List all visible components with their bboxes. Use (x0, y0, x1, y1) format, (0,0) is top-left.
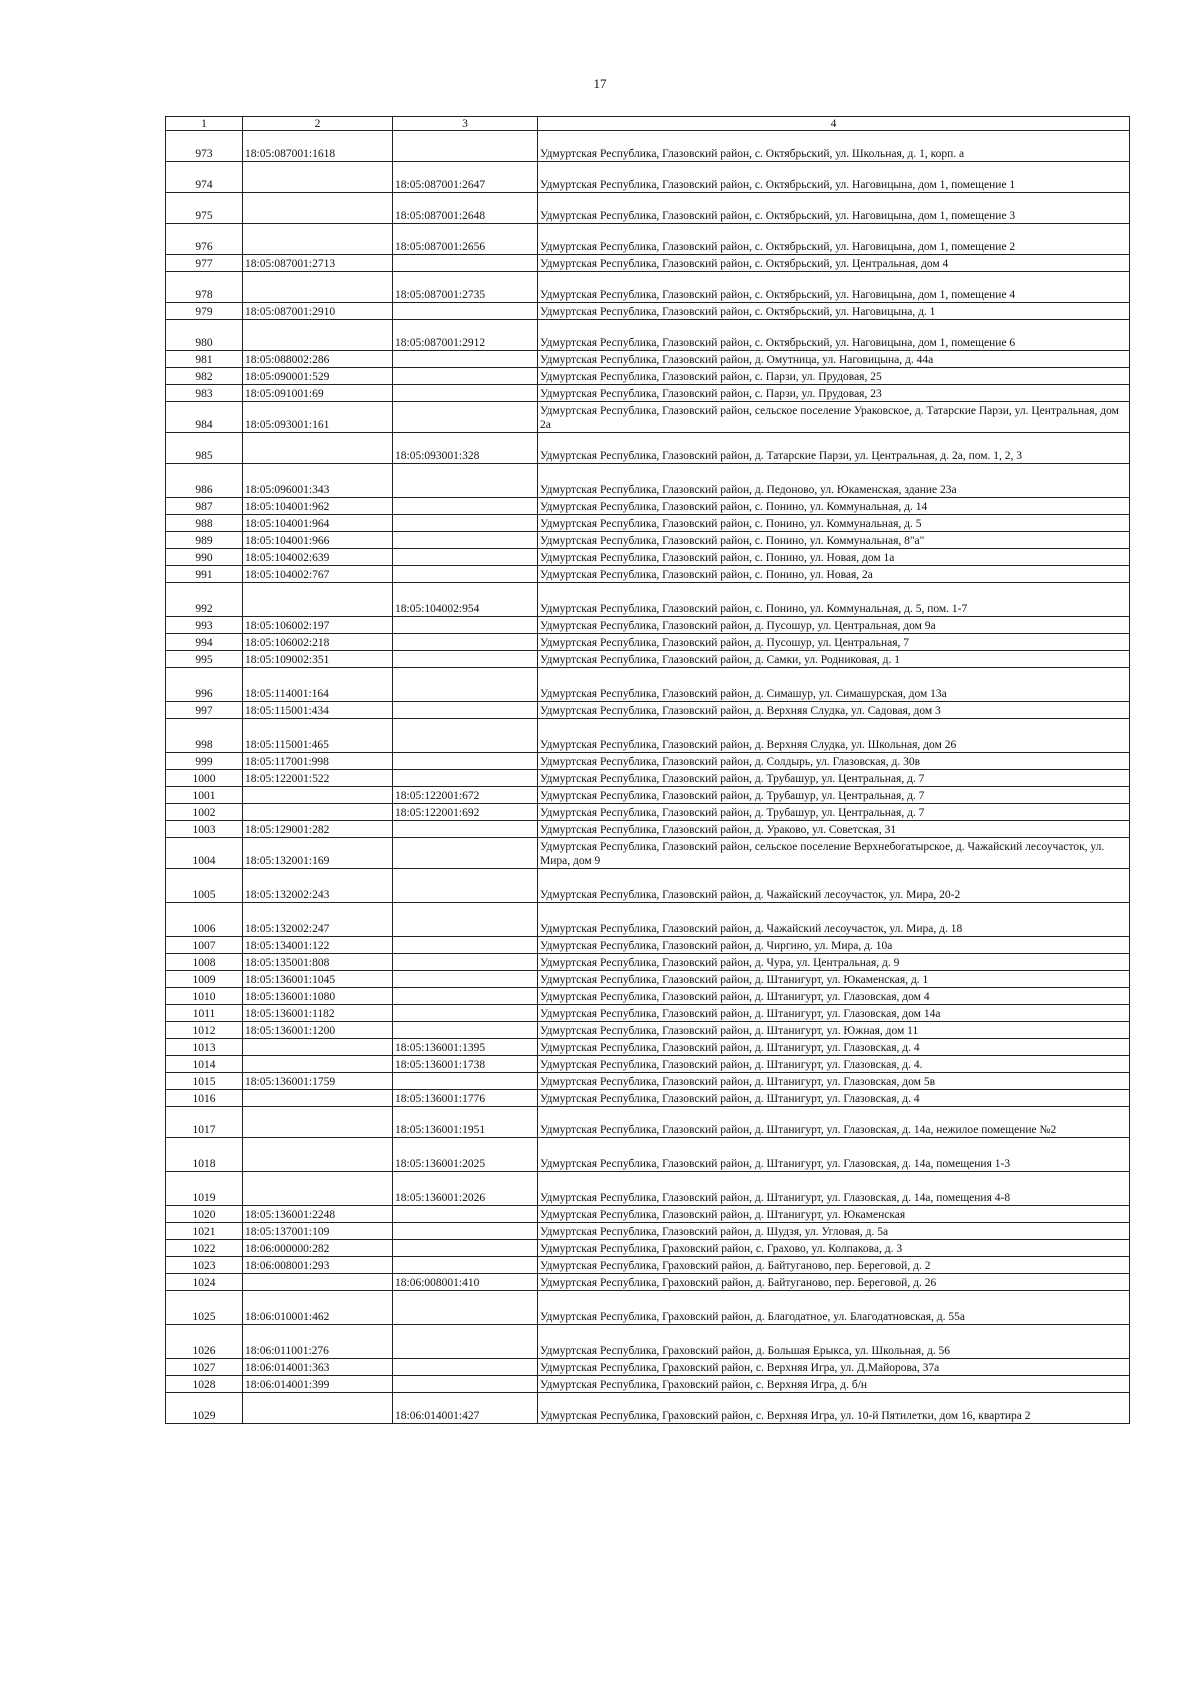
cadastral-number: 18:05:122001:522 (243, 770, 393, 787)
table-row (166, 532, 1130, 549)
table-row (166, 320, 1130, 351)
row-number: 989 (166, 532, 243, 549)
table-row (166, 255, 1130, 272)
address: Удмуртская Республика, Глазовский район, д. Чажайский лесоучасток, ул. Мира, д. 18 (538, 903, 1130, 937)
premises-cadastral-number: 18:05:122001:672 (393, 787, 538, 804)
row-number: 1025 (166, 1291, 243, 1325)
table-row (166, 770, 1130, 787)
row-number: 1021 (166, 1223, 243, 1240)
cadastral-number: 18:05:137001:109 (243, 1223, 393, 1240)
row-number: 1011 (166, 1005, 243, 1022)
row-number: 1024 (166, 1274, 243, 1291)
address: Удмуртская Республика, Глазовский район, д. Чура, ул. Центральная, д. 9 (538, 954, 1130, 971)
premises-cadastral-number (393, 1223, 538, 1240)
row-number: 994 (166, 634, 243, 651)
premises-cadastral-number (393, 1291, 538, 1325)
cadastral-number: 18:05:104001:964 (243, 515, 393, 532)
table-row (166, 498, 1130, 515)
row-number: 973 (166, 131, 243, 162)
premises-cadastral-number (393, 770, 538, 787)
premises-cadastral-number (393, 532, 538, 549)
premises-cadastral-number: 18:05:122001:692 (393, 804, 538, 821)
premises-cadastral-number: 18:06:014001:427 (393, 1393, 538, 1424)
table-row (166, 193, 1130, 224)
cadastral-number: 18:05:087001:2910 (243, 303, 393, 320)
premises-cadastral-number (393, 937, 538, 954)
premises-cadastral-number (393, 1376, 538, 1393)
row-number: 1026 (166, 1325, 243, 1359)
premises-cadastral-number (393, 668, 538, 702)
premises-cadastral-number: 18:05:136001:2025 (393, 1138, 538, 1172)
cadastral-number: 18:05:115001:465 (243, 719, 393, 753)
address: Удмуртская Республика, Глазовский район, д. Татарские Парзи, ул. Центральная, д. 2а, пом. 1, 2, 3 (538, 433, 1130, 464)
address: Удмуртская Республика, Глазовский район, д. Самки, ул. Родниковая, д. 1 (538, 651, 1130, 668)
address: Удмуртская Республика, Глазовский район, с. Понино, ул. Коммунальная, д. 14 (538, 498, 1130, 515)
premises-cadastral-number (393, 753, 538, 770)
row-number: 1029 (166, 1393, 243, 1424)
premises-cadastral-number (393, 549, 538, 566)
address: Удмуртская Республика, Глазовский район, с. Понино, ул. Коммунальная, 8"а" (538, 532, 1130, 549)
cadastral-number (243, 1172, 393, 1206)
table-row (166, 668, 1130, 702)
premises-cadastral-number: 18:05:087001:2648 (393, 193, 538, 224)
premises-cadastral-number (393, 719, 538, 753)
address: Удмуртская Республика, Глазовский район, д. Шудзя, ул. Угловая, д. 5а (538, 1223, 1130, 1240)
premises-cadastral-number (393, 1257, 538, 1274)
cadastral-number: 18:05:106002:218 (243, 634, 393, 651)
address: Удмуртская Республика, Граховский район, д. Байтуганово, пер. Береговой, д. 2 (538, 1257, 1130, 1274)
table-row (166, 515, 1130, 532)
cadastral-number (243, 162, 393, 193)
cadastral-number (243, 787, 393, 804)
row-number: 1017 (166, 1107, 243, 1138)
premises-cadastral-number: 18:05:093001:328 (393, 433, 538, 464)
table-row (166, 583, 1130, 617)
table-row (166, 464, 1130, 498)
address: Удмуртская Республика, Граховский район, д. Благодатное, ул. Благодатновская, д. 55а (538, 1291, 1130, 1325)
cadastral-number: 18:06:014001:363 (243, 1359, 393, 1376)
address: Удмуртская Республика, Глазовский район, д. Педоново, ул. Юкаменская, здание 23а (538, 464, 1130, 498)
cadastral-number (243, 583, 393, 617)
premises-cadastral-number (393, 869, 538, 903)
table-row (166, 1359, 1130, 1376)
row-number: 974 (166, 162, 243, 193)
table-row (166, 368, 1130, 385)
row-number: 998 (166, 719, 243, 753)
cadastral-number (243, 320, 393, 351)
table-row (166, 753, 1130, 770)
premises-cadastral-number (393, 255, 538, 272)
cadastral-number: 18:06:014001:399 (243, 1376, 393, 1393)
cadastral-number: 18:05:109002:351 (243, 651, 393, 668)
cadastral-number: 18:05:104002:767 (243, 566, 393, 583)
premises-cadastral-number (393, 385, 538, 402)
row-number: 1018 (166, 1138, 243, 1172)
table-row (166, 838, 1130, 869)
table-row (166, 1376, 1130, 1393)
address: Удмуртская Республика, Глазовский район, д. Чажайский лесоучасток, ул. Мира, 20-2 (538, 869, 1130, 903)
address: Удмуртская Республика, Глазовский район, д. Штанигурт, ул. Глазовская, д. 4 (538, 1039, 1130, 1056)
address: Удмуртская Республика, Глазовский район, д. Трубашур, ул. Центральная, д. 7 (538, 804, 1130, 821)
address: Удмуртская Республика, Глазовский район, д. Солдырь, ул. Глазовская, д. 30в (538, 753, 1130, 770)
cadastral-number: 18:05:136001:1182 (243, 1005, 393, 1022)
premises-cadastral-number (393, 821, 538, 838)
cadastral-number: 18:05:093001:161 (243, 402, 393, 433)
row-number: 1007 (166, 937, 243, 954)
table-row (166, 1056, 1130, 1073)
cadastral-number (243, 1090, 393, 1107)
cadastral-number (243, 1138, 393, 1172)
row-number: 1006 (166, 903, 243, 937)
column-number-row (166, 117, 1130, 131)
row-number: 1009 (166, 971, 243, 988)
table-row (166, 566, 1130, 583)
address: Удмуртская Республика, Глазовский район, сельское поселение Ураковское, д. Татарские Парзи, ул. Центральная, дом 2а (538, 402, 1130, 433)
address: Удмуртская Республика, Глазовский район, с. Парзи, ул. Прудовая, 23 (538, 385, 1130, 402)
cadastral-number (243, 1274, 393, 1291)
table-row (166, 1039, 1130, 1056)
cadastral-number: 18:05:135001:808 (243, 954, 393, 971)
premises-cadastral-number (393, 368, 538, 385)
row-number: 976 (166, 224, 243, 255)
row-number: 977 (166, 255, 243, 272)
column-header-4: 4 (538, 117, 1130, 131)
table-row (166, 1291, 1130, 1325)
row-number: 1022 (166, 1240, 243, 1257)
cadastral-number: 18:05:132002:243 (243, 869, 393, 903)
row-number: 1008 (166, 954, 243, 971)
premises-cadastral-number (393, 1359, 538, 1376)
cadastral-number (243, 224, 393, 255)
premises-cadastral-number (393, 1206, 538, 1223)
address: Удмуртская Республика, Глазовский район, с. Понино, ул. Коммунальная, д. 5 (538, 515, 1130, 532)
table-row (166, 402, 1130, 433)
table-row (166, 651, 1130, 668)
table-body (166, 131, 1130, 1424)
table-row (166, 272, 1130, 303)
cadastral-number (243, 1107, 393, 1138)
table-row (166, 821, 1130, 838)
table-row (166, 351, 1130, 368)
address: Удмуртская Республика, Граховский район, д. Байтуганово, пер. Береговой, д. 26 (538, 1274, 1130, 1291)
premises-cadastral-number: 18:05:136001:2026 (393, 1172, 538, 1206)
address: Удмуртская Республика, Глазовский район, д. Штанигурт, ул. Глазовская, дом 4 (538, 988, 1130, 1005)
premises-cadastral-number: 18:05:087001:2912 (393, 320, 538, 351)
row-number: 982 (166, 368, 243, 385)
row-number: 991 (166, 566, 243, 583)
premises-cadastral-number (393, 464, 538, 498)
row-number: 983 (166, 385, 243, 402)
row-number: 988 (166, 515, 243, 532)
column-header-3: 3 (393, 117, 538, 131)
row-number: 975 (166, 193, 243, 224)
cadastral-number: 18:05:114001:164 (243, 668, 393, 702)
cadastral-number: 18:06:000000:282 (243, 1240, 393, 1257)
address: Удмуртская Республика, Глазовский район, с. Октябрьский, ул. Центральная, дом 4 (538, 255, 1130, 272)
premises-cadastral-number (393, 1005, 538, 1022)
cadastral-number: 18:05:104002:639 (243, 549, 393, 566)
address: Удмуртская Республика, Граховский район, с. Верхняя Игра, д. б/н (538, 1376, 1130, 1393)
row-number: 995 (166, 651, 243, 668)
cadastral-number: 18:05:088002:286 (243, 351, 393, 368)
property-register-table (165, 116, 1130, 1424)
cadastral-number: 18:05:136001:1045 (243, 971, 393, 988)
premises-cadastral-number (393, 1325, 538, 1359)
address: Удмуртская Республика, Глазовский район, д. Верхняя Слудка, ул. Школьная, дом 26 (538, 719, 1130, 753)
table-row (166, 937, 1130, 954)
premises-cadastral-number (393, 988, 538, 1005)
cadastral-number: 18:05:115001:434 (243, 702, 393, 719)
address: Удмуртская Республика, Глазовский район, с. Октябрьский, ул. Наговицына, дом 1, помещение 6 (538, 320, 1130, 351)
table-row (166, 1240, 1130, 1257)
row-number: 996 (166, 668, 243, 702)
row-number: 1002 (166, 804, 243, 821)
row-number: 1016 (166, 1090, 243, 1107)
address: Удмуртская Республика, Глазовский район, д. Ураково, ул. Советская, 31 (538, 821, 1130, 838)
premises-cadastral-number (393, 702, 538, 719)
premises-cadastral-number (393, 617, 538, 634)
row-number: 993 (166, 617, 243, 634)
table-row (166, 549, 1130, 566)
table-row (166, 1107, 1130, 1138)
cadastral-number (243, 1056, 393, 1073)
row-number: 992 (166, 583, 243, 617)
address: Удмуртская Республика, Граховский район, с. Грахово, ул. Колпакова, д. 3 (538, 1240, 1130, 1257)
address: Удмуртская Республика, Глазовский район, с. Понино, ул. Коммунальная, д. 5, пом. 1-7 (538, 583, 1130, 617)
row-number: 1005 (166, 869, 243, 903)
cadastral-number: 18:05:136001:1080 (243, 988, 393, 1005)
address: Удмуртская Республика, Глазовский район, д. Пусошур, ул. Центральная, дом 9а (538, 617, 1130, 634)
cadastral-number: 18:05:106002:197 (243, 617, 393, 634)
row-number: 1028 (166, 1376, 243, 1393)
row-number: 1000 (166, 770, 243, 787)
cadastral-number: 18:05:117001:998 (243, 753, 393, 770)
address: Удмуртская Республика, Глазовский район, д. Штанигурт, ул. Глазовская, дом 5в (538, 1073, 1130, 1090)
table-row (166, 433, 1130, 464)
address: Удмуртская Республика, Глазовский район, д. Пусошур, ул. Центральная, 7 (538, 634, 1130, 651)
address: Удмуртская Республика, Глазовский район, д. Чиргино, ул. Мира, д. 10а (538, 937, 1130, 954)
address: Удмуртская Республика, Глазовский район, д. Штанигурт, ул. Юкаменская, д. 1 (538, 971, 1130, 988)
address: Удмуртская Республика, Глазовский район, д. Верхняя Слудка, ул. Садовая, дом 3 (538, 702, 1130, 719)
table-row (166, 1393, 1130, 1424)
cadastral-number: 18:06:010001:462 (243, 1291, 393, 1325)
cadastral-number (243, 433, 393, 464)
table-row (166, 1257, 1130, 1274)
cadastral-number: 18:05:129001:282 (243, 821, 393, 838)
row-number: 1015 (166, 1073, 243, 1090)
table-row (166, 1090, 1130, 1107)
premises-cadastral-number: 18:06:008001:410 (393, 1274, 538, 1291)
table-row (166, 303, 1130, 320)
cadastral-number: 18:06:011001:276 (243, 1325, 393, 1359)
row-number: 984 (166, 402, 243, 433)
table-row (166, 971, 1130, 988)
address: Удмуртская Республика, Глазовский район, с. Понино, ул. Новая, 2а (538, 566, 1130, 583)
page-number: 17 (593, 76, 607, 91)
row-number: 1020 (166, 1206, 243, 1223)
premises-cadastral-number (393, 131, 538, 162)
address: Удмуртская Республика, Глазовский район, д. Симашур, ул. Симашурская, дом 13а (538, 668, 1130, 702)
cadastral-number (243, 193, 393, 224)
premises-cadastral-number (393, 515, 538, 532)
table-row (166, 719, 1130, 753)
cadastral-number (243, 804, 393, 821)
premises-cadastral-number (393, 651, 538, 668)
cadastral-number: 18:06:008001:293 (243, 1257, 393, 1274)
premises-cadastral-number (393, 838, 538, 869)
table-row (166, 1274, 1130, 1291)
address: Удмуртская Республика, Глазовский район, д. Омутница, ул. Наговицына, д. 44а (538, 351, 1130, 368)
address: Удмуртская Республика, Глазовский район, с. Парзи, ул. Прудовая, 25 (538, 368, 1130, 385)
row-number: 981 (166, 351, 243, 368)
address: Удмуртская Республика, Глазовский район, д. Штанигурт, ул. Глазовская, д. 4 (538, 1090, 1130, 1107)
address: Удмуртская Республика, Глазовский район, д. Штанигурт, ул. Глазовская, д. 14а, помещения 1-3 (538, 1138, 1130, 1172)
cadastral-number: 18:05:136001:1200 (243, 1022, 393, 1039)
table-row (166, 1223, 1130, 1240)
premises-cadastral-number (393, 303, 538, 320)
cadastral-number (243, 1039, 393, 1056)
table-row (166, 903, 1130, 937)
premises-cadastral-number: 18:05:087001:2656 (393, 224, 538, 255)
row-number: 1010 (166, 988, 243, 1005)
premises-cadastral-number (393, 634, 538, 651)
premises-cadastral-number: 18:05:104002:954 (393, 583, 538, 617)
address: Удмуртская Республика, Глазовский район, с. Октябрьский, ул. Наговицына, дом 1, помещение 3 (538, 193, 1130, 224)
row-number: 980 (166, 320, 243, 351)
table-row (166, 1138, 1130, 1172)
row-number: 1012 (166, 1022, 243, 1039)
table-row (166, 1022, 1130, 1039)
row-number: 987 (166, 498, 243, 515)
table-row (166, 131, 1130, 162)
row-number: 1013 (166, 1039, 243, 1056)
row-number: 1004 (166, 838, 243, 869)
cadastral-number: 18:05:104001:966 (243, 532, 393, 549)
row-number: 990 (166, 549, 243, 566)
row-number: 1003 (166, 821, 243, 838)
row-number: 986 (166, 464, 243, 498)
cadastral-number: 18:05:132001:169 (243, 838, 393, 869)
column-header-2: 2 (243, 117, 393, 131)
cadastral-number (243, 1393, 393, 1424)
table-row (166, 954, 1130, 971)
premises-cadastral-number (393, 971, 538, 988)
cadastral-number: 18:05:132002:247 (243, 903, 393, 937)
premises-cadastral-number: 18:05:136001:1776 (393, 1090, 538, 1107)
address: Удмуртская Республика, Глазовский район, д. Штанигурт, ул. Глазовская, д. 14а, помещения 4-8 (538, 1172, 1130, 1206)
row-number: 1019 (166, 1172, 243, 1206)
address: Удмуртская Республика, Глазовский район, д. Штанигурт, ул. Глазовская, д. 14а, нежилое помещение №2 (538, 1107, 1130, 1138)
row-number: 1023 (166, 1257, 243, 1274)
cadastral-number: 18:05:134001:122 (243, 937, 393, 954)
cadastral-number: 18:05:090001:529 (243, 368, 393, 385)
address: Удмуртская Республика, Граховский район, с. Верхняя Игра, ул. Д.Майорова, 37а (538, 1359, 1130, 1376)
table-row (166, 804, 1130, 821)
premises-cadastral-number (393, 1022, 538, 1039)
cadastral-number: 18:05:087001:1618 (243, 131, 393, 162)
address: Удмуртская Республика, Граховский район, д. Большая Ерыкса, ул. Школьная, д. 56 (538, 1325, 1130, 1359)
cadastral-number: 18:05:087001:2713 (243, 255, 393, 272)
premises-cadastral-number (393, 1073, 538, 1090)
address: Удмуртская Республика, Глазовский район, д. Штанигурт, ул. Южная, дом 11 (538, 1022, 1130, 1039)
premises-cadastral-number (393, 402, 538, 433)
premises-cadastral-number (393, 1240, 538, 1257)
address: Удмуртская Республика, Глазовский район, сельское поселение Верхнебогатырское, д. Чажайский лесоучасток, ул. Мира, дом 9 (538, 838, 1130, 869)
premises-cadastral-number (393, 954, 538, 971)
table-row (166, 1005, 1130, 1022)
premises-cadastral-number: 18:05:087001:2647 (393, 162, 538, 193)
table-row (166, 787, 1130, 804)
address: Удмуртская Республика, Глазовский район, д. Штанигурт, ул. Глазовская, д. 4. (538, 1056, 1130, 1073)
premises-cadastral-number: 18:05:136001:1395 (393, 1039, 538, 1056)
cadastral-number: 18:05:096001:343 (243, 464, 393, 498)
table-row (166, 988, 1130, 1005)
cadastral-number: 18:05:136001:1759 (243, 1073, 393, 1090)
address: Удмуртская Республика, Глазовский район, д. Штанигурт, ул. Глазовская, дом 14а (538, 1005, 1130, 1022)
cadastral-number: 18:05:091001:69 (243, 385, 393, 402)
table-row (166, 385, 1130, 402)
cadastral-number (243, 272, 393, 303)
table-row (166, 869, 1130, 903)
premises-cadastral-number: 18:05:136001:1738 (393, 1056, 538, 1073)
address: Удмуртская Республика, Глазовский район, с. Октябрьский, ул. Наговицына, д. 1 (538, 303, 1130, 320)
row-number: 1027 (166, 1359, 243, 1376)
premises-cadastral-number (393, 903, 538, 937)
table-row (166, 702, 1130, 719)
address: Удмуртская Республика, Глазовский район, д. Трубашур, ул. Центральная, д. 7 (538, 770, 1130, 787)
address: Удмуртская Республика, Глазовский район, с. Понино, ул. Новая, дом 1а (538, 549, 1130, 566)
premises-cadastral-number (393, 566, 538, 583)
address: Удмуртская Республика, Глазовский район, с. Октябрьский, ул. Наговицына, дом 1, помещение 2 (538, 224, 1130, 255)
premises-cadastral-number (393, 351, 538, 368)
address: Удмуртская Республика, Глазовский район, с. Октябрьский, ул. Наговицына, дом 1, помещение 1 (538, 162, 1130, 193)
row-number: 997 (166, 702, 243, 719)
table-row (166, 1206, 1130, 1223)
premises-cadastral-number: 18:05:087001:2735 (393, 272, 538, 303)
table-row (166, 634, 1130, 651)
address: Удмуртская Республика, Глазовский район, с. Октябрьский, ул. Наговицына, дом 1, помещение 4 (538, 272, 1130, 303)
address: Удмуртская Республика, Глазовский район, д. Штанигурт, ул. Юкаменская (538, 1206, 1130, 1223)
address: Удмуртская Республика, Глазовский район, с. Октябрьский, ул. Школьная, д. 1, корп. а (538, 131, 1130, 162)
row-number: 1001 (166, 787, 243, 804)
row-number: 1014 (166, 1056, 243, 1073)
row-number: 999 (166, 753, 243, 770)
address: Удмуртская Республика, Глазовский район, д. Трубашур, ул. Центральная, д. 7 (538, 787, 1130, 804)
row-number: 985 (166, 433, 243, 464)
table-row (166, 1325, 1130, 1359)
row-number: 978 (166, 272, 243, 303)
address: Удмуртская Республика, Граховский район, с. Верхняя Игра, ул. 10-й Пятилетки, дом 16, квартира 2 (538, 1393, 1130, 1424)
table-row (166, 224, 1130, 255)
table-row (166, 1172, 1130, 1206)
table-row (166, 617, 1130, 634)
cadastral-number: 18:05:136001:2248 (243, 1206, 393, 1223)
premises-cadastral-number: 18:05:136001:1951 (393, 1107, 538, 1138)
row-number: 979 (166, 303, 243, 320)
table-row (166, 162, 1130, 193)
column-header-1: 1 (166, 117, 243, 131)
table-row (166, 1073, 1130, 1090)
premises-cadastral-number (393, 498, 538, 515)
cadastral-number: 18:05:104001:962 (243, 498, 393, 515)
